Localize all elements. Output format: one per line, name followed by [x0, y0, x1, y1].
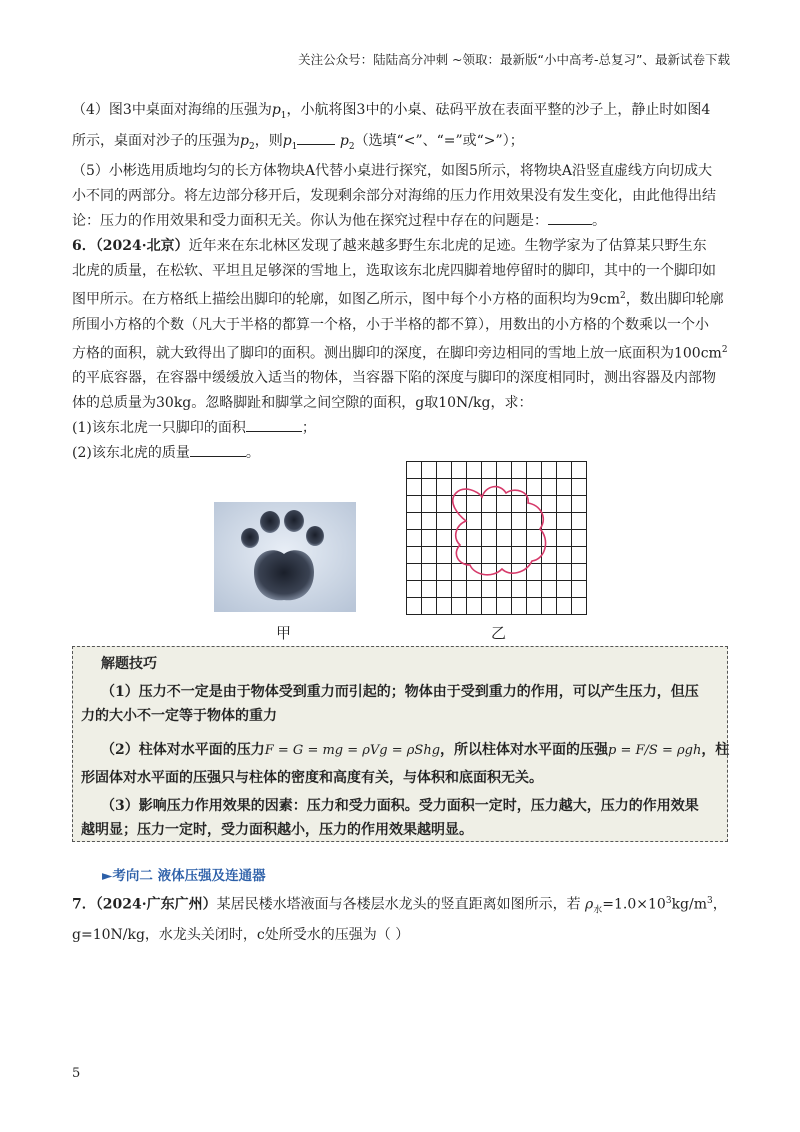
q7-line2: g=10N/kg，水龙头关闭时，c处所受水的压强为（ ） — [72, 927, 410, 944]
q5-line2: 小不同的两部分。将左边部分移开后，发现剩余部分对海绵的压力作用效果没有发生变化，由此他得出结 — [72, 188, 716, 204]
tips-title: 解题技巧 — [101, 656, 157, 672]
q5-line3: 论：压力的作用效果和受力面积无关。你认为他在探究过程中存在的问题是： 。 — [72, 209, 732, 234]
q5-answer-blank[interactable] — [548, 210, 592, 225]
toe-print — [260, 511, 280, 533]
q6-line7: 体的总质量为30kg。忽略脚趾和脚掌之间空隙的面积，g取10N/kg，求： — [72, 395, 533, 412]
q6-sub2: (2)该东北虎的质量 。 — [72, 441, 732, 466]
tip2-line1: （2）柱体对水平面的压力F = G = mg = ρVg = ρShg，所以柱体对水平面的压强p = F/S = ρgh，柱 — [101, 742, 730, 758]
toe-print — [284, 510, 304, 532]
q6-line4: 所围小方格的个数（凡大于半格的都算一个格，小于半格的都不算），用数出的小方格的个数乘以一个小 — [72, 316, 709, 333]
q5-text — [72, 159, 732, 234]
q4-text — [72, 98, 732, 160]
tip1-line2: 力的大小不一定等于物体的重力 — [81, 708, 277, 724]
q6-sub1: (1)该东北虎一只脚印的面积 ； — [72, 416, 732, 441]
solution-tips-box — [72, 646, 728, 842]
q6-text — [72, 234, 732, 466]
tip1-line1: （1）压力不一定是由于物体受到重力而引起的；物体由于受到重力的作用，可以产生压力，但压 — [101, 684, 699, 700]
q6-line1: 6．（2024·北京）近年来在东北林区发现了越来越多野生东北虎的足迹。生物学家为了估算某只野生东 — [72, 238, 707, 254]
tip2-line2: 形固体对水平面的压强只与柱体的密度和高度有关，与体积和底面积无关。 — [81, 770, 543, 786]
main-pad-print — [254, 550, 314, 600]
q4-line2: 所示，桌面对沙子的压强为$p_2$，则$p_1$ $p_2$（选填“<”、“=”或“>”）； — [72, 129, 732, 160]
q7-line1: 7．（2024·广东广州）某居民楼水塔液面与各楼层水龙头的竖直距离如图所示，若 $\rho_水=1.0\times 10^3kg/m^3$， — [72, 896, 727, 916]
tip3-line2: 越明显；压力一定时，受力面积越小，压力的作用效果越明显。 — [81, 822, 473, 838]
q6-sub2-blank[interactable] — [190, 442, 246, 457]
section-title: ►考向二 液体压强及连通器 — [102, 868, 266, 884]
q4-answer-blank[interactable] — [297, 130, 335, 145]
toe-print — [241, 528, 259, 548]
q6-line6: 的平底容器，在容器中缓缓放入适当的物体，当容器下陷的深度与脚印的深度相同时，测出容器及内部物 — [72, 370, 716, 387]
q4-line1: （4）图3中桌面对海绵的压强为$p_1$，小航将图3中的小桌、砝码平放在表面平整的沙子上，静止时如图4 — [72, 102, 711, 121]
q6-line2: 北虎的质量，在松软、平坦且足够深的雪地上，选取该东北虎四脚着地停留时的脚印，其中的一个脚印如 — [72, 263, 716, 279]
q6-line5: 方格的面积，就大致得出了脚印的面积。测出脚印的深度，在脚印旁边相同的雪地上放一底面积为$100cm^2$ — [72, 344, 728, 362]
caption-jia: 甲 — [276, 624, 292, 642]
paw-print-photo — [214, 502, 356, 612]
q6-sub1-blank[interactable] — [246, 417, 302, 432]
page-number: 5 — [72, 1066, 81, 1081]
q7-text — [72, 889, 732, 948]
toe-print — [306, 526, 324, 546]
page-header: 关注公众号：陆陆高分冲刺 ~领取：最新版“小中高考-总复习”、最新试卷下载 — [298, 52, 730, 67]
q6-line3: 图甲所示。在方格纸上描绘出脚印的轮廓，如图乙所示，图中每个小方格的面积均为$9cm^2$，数出脚印轮廓 — [72, 291, 724, 308]
caption-yi: 乙 — [491, 624, 507, 642]
grid-outline-figure — [406, 461, 588, 616]
q5-line1: （5）小彬选用质地均匀的长方体物块A代替小桌进行探究，如图5所示，将物块A沿竖直虚线方向切成大 — [72, 163, 713, 179]
tip3-line1: （3）影响压力作用效果的因素：压力和受力面积。受力面积一定时，压力越大，压力的作用效果 — [101, 798, 699, 814]
